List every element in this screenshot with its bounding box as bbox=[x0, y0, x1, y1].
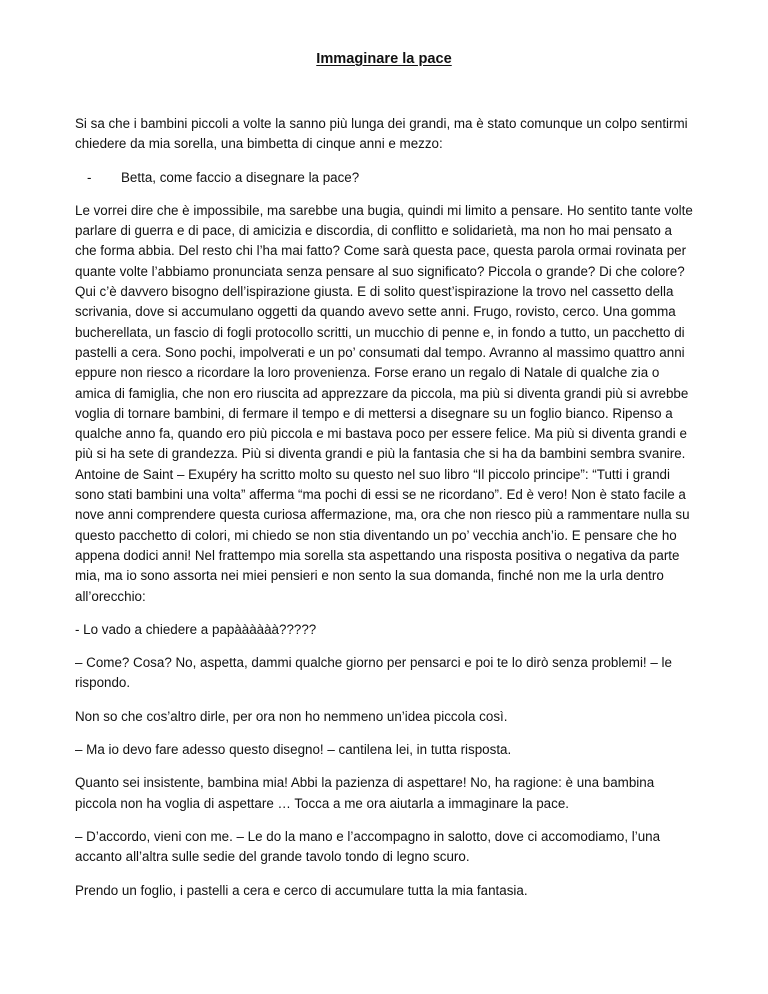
paragraph: Le vorrei dire che è impossibile, ma sarebbe una bugia, quindi mi limito a pensare. Ho sentito tante volte parlare di guerra e di pace, di amicizia e discordia, di conflitto e solidarietà, ma non ho mai pensato a che forma abbia. Del resto chi l’ha mai fatto? Come sarà questa pace, questa parola ormai rovinata per quante volte l’abbiamo pronunciata senza pensare al suo significato? Piccola o grande? Di che colore? Qui c’è davvero bisogno dell’ispirazione giusta. E di solito quest’ispirazione la trovo nel cassetto della scrivania, dove si accumulano oggetti da quando avevo sette anni. Frugo, rovisto, cerco. Una gomma bucherellata, un fascio di fogli protocollo scritti, un mucchio di penne e, in fondo a tutto, un pacchetto di pastelli a cera. Sono pochi, impolverati e un po’ consumati dal tempo. Avranno al massimo quattro anni eppure non riesco a ricordare la loro provenienza. Forse erano un regalo di Natale di qualche zia o amica di famiglia, che non ero riuscita ad apprezzare da piccola, ma più si diventa grandi più si avrebbe voglia di tornare bambini, di fermare il tempo e di mettersi a disegnare su un foglio bianco. Ripenso a qualche anno fa, quando ero più piccola e mi bastava poco per essere felice. Ma più si diventa grandi e più si ha sete di grandezza. Più si diventa grandi e più la fantasia che si ha da bambini sembra svanire. Antoine de Saint – Exupéry ha scritto molto su questo nel suo libro “Il piccolo principe”: “Tutti i grandi sono stati bambini una volta” afferma “ma pochi di essi se ne ricordano”. Ed è vero! Non è stato facile a nove anni comprendere questa curiosa affermazione, ma, ora che non riesco più a rammentare nulla su questo pacchetto di colori, mi chiedo se non stia diventando un po’ vecchia anch’io. E pensare che ho appena dodici anni! Nel frattempo mia sorella sta aspettando una risposta positiva o negativa da parte mia, ma io sono assorta nei miei pensieri e non sento la sua domanda, finché non me la urla dentro all’orecchio: bbox=[75, 202, 693, 604]
document-title: Immaginare la pace bbox=[316, 51, 452, 67]
paragraph: – D’accordo, vieni con me. – Le do la mano e l’accompagno in salotto, dove ci accomodiamo, l’una accanto all’altra sulle sedie del grande tavolo tondo di legno scuro. bbox=[75, 828, 661, 865]
paragraph: - Lo vado a chiedere a papàààààà????? bbox=[75, 621, 317, 637]
paragraph: Si sa che i bambini piccoli a volte la sanno più lunga dei grandi, ma è stato comunque un colpo sentirmi chiedere da mia sorella, una bimbetta di cinque anni e mezzo: bbox=[75, 116, 688, 152]
bullet-text: Betta, come faccio a disegnare la pace? bbox=[121, 169, 360, 185]
paragraph: – Come? Cosa? No, aspetta, dammi qualche giorno per pensarci e poi te lo dirò senza problemi! – le rispondo. bbox=[75, 655, 672, 691]
paragraph: Quanto sei insistente, bambina mia! Abbi la pazienza di aspettare! No, ha ragione: è una bambina piccola non ha voglia di aspettare … Tocca a me ora aiutarla a immaginare la pace. bbox=[75, 775, 655, 811]
paragraph: Non so che cos’altro dirle, per ora non ho nemmeno un’idea piccola così. bbox=[75, 708, 508, 724]
document-body bbox=[75, 114, 693, 914]
paragraph: – Ma io devo fare adesso questo disegno! – cantilena lei, in tutta risposta. bbox=[75, 742, 512, 758]
paragraph: Prendo un foglio, i pastelli a cera e cerco di accumulare tutta la mia fantasia. bbox=[75, 882, 528, 898]
bullet-marker: - bbox=[87, 169, 92, 185]
dialogue-bullet bbox=[75, 168, 693, 188]
